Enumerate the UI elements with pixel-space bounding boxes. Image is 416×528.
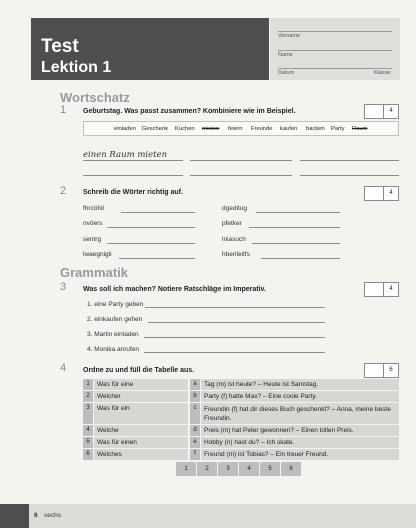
student-info-box: [270, 18, 400, 80]
word-bank-item: Geschenk: [142, 126, 169, 132]
answer-cell[interactable]: 4: [239, 462, 259, 476]
lesson-title: Lektion 1: [41, 59, 112, 76]
scrambled-word: pfetker: [222, 220, 242, 227]
task-2-number: 2: [60, 185, 67, 197]
answer-line[interactable]: [300, 160, 399, 161]
task-1-instruction: Geburtstag. Was passt zusammen? Kombiniere wie im Beispiel.: [83, 108, 296, 115]
right-phrase: Hobby (n) hast du? – Ich skate.: [201, 437, 399, 448]
answer-line[interactable]: [144, 337, 325, 338]
section-grammatik: Grammatik: [60, 265, 128, 280]
klasse-label: Klasse: [374, 70, 391, 76]
word-bank-item: Party: [331, 126, 345, 132]
task-1-number: 1: [60, 104, 67, 116]
scrambled-word: nvöers: [83, 220, 103, 227]
answer-line[interactable]: [256, 212, 340, 213]
answer-cell[interactable]: 5: [260, 462, 280, 476]
task-4-instruction: Ordne zu und füll die Tabelle aus.: [83, 367, 195, 374]
word-bank-item: backen: [306, 126, 325, 132]
task-1-points: 4: [383, 104, 399, 119]
left-index: 2: [83, 391, 93, 402]
word-bank-item: feiern: [228, 126, 243, 132]
answer-cell[interactable]: 3: [218, 462, 238, 476]
imperative-prompt: 4. Monika anrufen: [87, 346, 140, 353]
answer-line[interactable]: [145, 307, 325, 308]
right-phrase: Freund (m) ist Tobias? – Ein treuer Freund.: [201, 449, 399, 460]
word-bank-item: Freunde: [251, 126, 273, 132]
left-phrase: Was für einen: [94, 437, 188, 448]
vorname-label: Vorname: [278, 33, 301, 39]
answer-line[interactable]: [300, 175, 399, 176]
answer-line[interactable]: [121, 212, 195, 213]
scrambled-word: dgeditug: [222, 205, 247, 212]
section-wortschatz: Wortschatz: [60, 90, 130, 105]
task-2-instruction: Schreib die Wörter richtig auf.: [83, 189, 183, 196]
right-key: a: [190, 379, 200, 390]
answer-line[interactable]: [261, 258, 340, 259]
task-3-instruction: Was soll ich machen? Notiere Ratschläge im Imperativ.: [83, 286, 266, 293]
page-footer: [0, 504, 416, 528]
answer-line[interactable]: [249, 227, 340, 228]
answer-line[interactable]: [83, 160, 183, 161]
answer-line[interactable]: [144, 352, 325, 353]
right-key: f: [190, 449, 200, 460]
answer-line[interactable]: [190, 160, 292, 161]
example-answer: einen Raum mieten: [83, 150, 168, 160]
table-row: [83, 449, 399, 461]
left-index: 1: [83, 379, 93, 390]
left-phrase: Was für ein: [94, 403, 188, 424]
answer-line[interactable]: [252, 243, 340, 244]
scrambled-word: lwaegnigli: [83, 251, 112, 258]
left-index: 3: [83, 403, 93, 424]
task-4-points: 6: [383, 363, 399, 378]
datum-line[interactable]: [278, 68, 392, 69]
word-bank: [83, 121, 399, 136]
left-index: 5: [83, 437, 93, 448]
task-4-number: 4: [60, 362, 67, 374]
answer-grid: [176, 462, 301, 476]
page-title: Test: [41, 36, 79, 57]
left-phrase: Welcher: [94, 391, 188, 402]
task-2-points: 4: [383, 186, 399, 201]
left-phrase: Welches: [94, 449, 188, 460]
answer-line[interactable]: [148, 322, 325, 323]
page-number: 6: [34, 512, 38, 519]
word-bank-item: Kuchen: [175, 126, 195, 132]
word-bank-item: kaufen: [280, 126, 298, 132]
task-3-number: 3: [60, 281, 67, 293]
right-phrase: Tag (m) ist heute? – Heute ist Samstag.: [201, 379, 399, 390]
word-bank-item-used: Raum: [352, 126, 368, 132]
left-index: 6: [83, 449, 93, 460]
answer-cell[interactable]: 1: [176, 462, 196, 476]
answer-line[interactable]: [190, 175, 292, 176]
table-row: [83, 403, 399, 425]
scrambled-word: hberileitfs: [222, 251, 250, 258]
right-phrase: Party (f) hatte Max? – Eine coole Party.: [201, 391, 399, 402]
datum-label: Datum: [278, 70, 295, 76]
scrambled-word: sentrg: [83, 236, 102, 243]
vorname-line[interactable]: [278, 31, 392, 32]
left-index: 4: [83, 425, 93, 436]
imperative-prompt: 3. Martin einladen: [87, 331, 139, 338]
word-bank-item: einladen: [114, 126, 136, 132]
task-3-points: 4: [383, 282, 399, 297]
table-row: [83, 425, 399, 437]
right-key: c: [190, 403, 200, 424]
scrambled-word: lniasuch: [222, 236, 246, 243]
table-row: [83, 379, 399, 391]
left-phrase: Was für eine: [94, 379, 188, 390]
right-key: b: [190, 391, 200, 402]
imperative-prompt: 2. einkaufen gehen: [87, 316, 143, 323]
answer-line[interactable]: [83, 175, 183, 176]
answer-cell[interactable]: 2: [197, 462, 217, 476]
footer-accent-bar: [0, 504, 29, 528]
word-bank-item-used: mieten: [202, 126, 220, 132]
answer-cell[interactable]: 6: [281, 462, 301, 476]
right-phrase: Freundin (f) hat dir dieses Buch geschenkt? – Anna, meine beste Freundin.: [201, 403, 399, 424]
answer-line[interactable]: [119, 258, 195, 259]
table-row: [83, 437, 399, 449]
imperative-prompt: 1. eine Party geben: [87, 301, 144, 308]
scrambled-word: fhrcöhil: [83, 205, 104, 212]
table-row: [83, 391, 399, 403]
right-key: e: [190, 437, 200, 448]
right-phrase: Preis (m) hat Peter gewonnen? – Einen tollen Preis.: [201, 425, 399, 436]
name-line[interactable]: [278, 50, 392, 51]
right-key: d: [190, 425, 200, 436]
answer-line[interactable]: [107, 243, 195, 244]
page-number-word: sechs: [44, 512, 61, 519]
left-phrase: Welche: [94, 425, 188, 436]
title-block: [31, 18, 269, 80]
answer-line[interactable]: [107, 227, 195, 228]
name-label: Name: [278, 52, 293, 58]
